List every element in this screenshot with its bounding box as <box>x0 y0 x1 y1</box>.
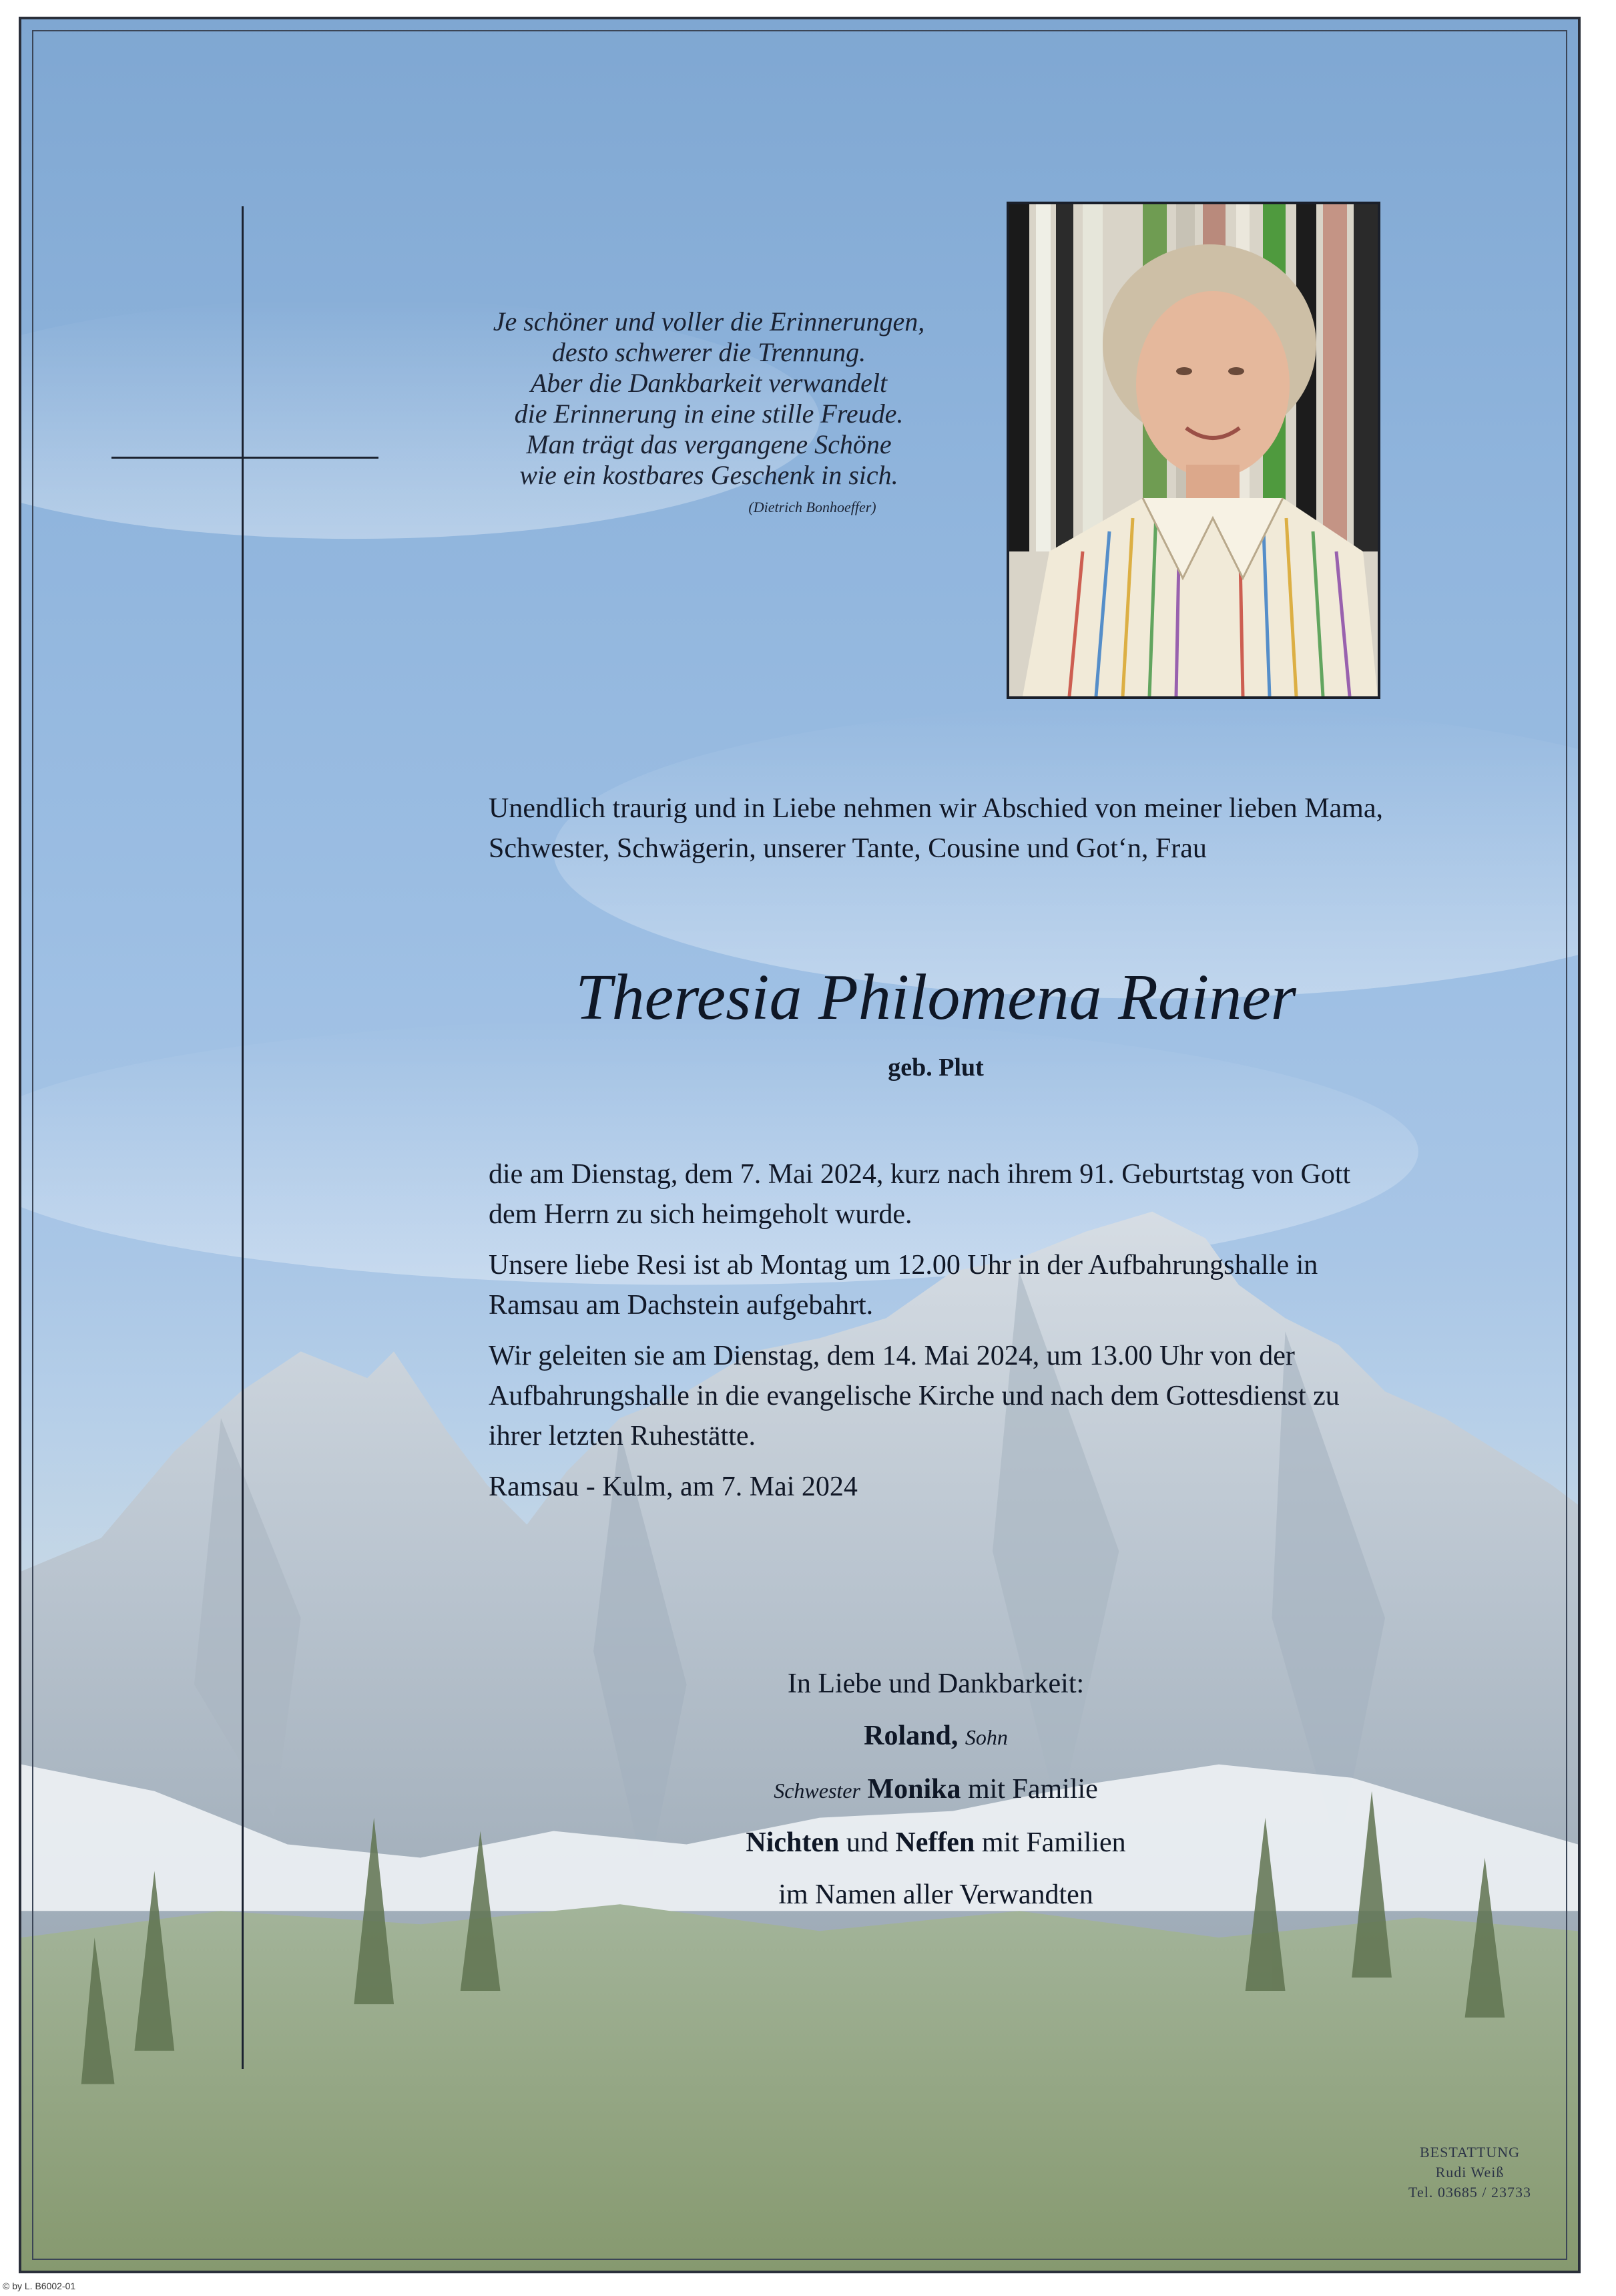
and-word: und <box>846 1827 888 1858</box>
obituary-sheet <box>19 17 1581 2273</box>
sister-role: Schwester <box>774 1779 860 1803</box>
nieces-suffix: mit Familien <box>981 1827 1126 1858</box>
paragraph-funeral: Wir geleiten sie am Dienstag, dem 14. Mai 2024, um 13.00 Uhr von der Aufbahrungshalle in die evangelische Kirche und nach dem Gottesdienst zu ihrer letzten Ruhestätte. <box>489 1341 1340 1451</box>
signoff-nieces-nephews <box>622 1817 1250 1869</box>
signoff-sister <box>622 1763 1250 1817</box>
family-signoff <box>622 1658 1250 1921</box>
memorial-quote <box>382 306 1036 519</box>
sister-name: Monika <box>867 1774 961 1805</box>
footer-code: © by L. B6002-01 <box>3 2281 76 2291</box>
signoff-heading: In Liebe und Dankbarkeit: <box>787 1668 1085 1699</box>
undertaker-imprint <box>1370 2142 1570 2203</box>
undertaker-line: Rudi Weiß <box>1435 2164 1505 2180</box>
quote-line: wie ein kostbares Geschenk in sich. <box>519 460 898 490</box>
quote-author: (Dietrich Bonhoeffer) <box>748 499 876 515</box>
paragraph-viewing: Unsere liebe Resi ist ab Montag um 12.00 Uhr in der Aufbahrungshalle in Ramsau am Dachstein aufgebahrt. <box>489 1250 1318 1321</box>
portrait-illustration <box>1009 204 1378 696</box>
quote-line: desto schwerer die Trennung. <box>551 337 866 367</box>
nephews-label: Neffen <box>895 1827 975 1858</box>
maiden-name: geb. Plut <box>888 1054 984 1082</box>
signoff-closing: im Namen aller Verwandten <box>778 1879 1093 1910</box>
portrait-photo <box>1007 202 1380 699</box>
quote-line: die Erinnerung in eine stille Freude. <box>514 399 904 429</box>
son-name: Roland, <box>864 1720 959 1751</box>
undertaker-line: BESTATTUNG <box>1419 2144 1520 2160</box>
paragraph-death-date: die am Dienstag, dem 7. Mai 2024, kurz nach ihrem 91. Geburtstag von Gott dem Herrn zu sich heimgeholt wurde. <box>489 1159 1351 1230</box>
son-role: Sohn <box>965 1725 1008 1749</box>
quote-line: Aber die Dankbarkeit verwandelt <box>530 368 888 398</box>
quote-line: Man trägt das vergangene Schöne <box>526 429 892 459</box>
sister-suffix: mit Familie <box>967 1774 1098 1805</box>
cross-horizontal-bar <box>111 457 378 459</box>
undertaker-phone: Tel. 03685 / 23733 <box>1408 2184 1531 2201</box>
place-and-date: Ramsau - Kulm, am 7. Mai 2024 <box>489 1471 858 1502</box>
cross-vertical-bar <box>242 206 244 2069</box>
announcement-body <box>489 1154 1383 1518</box>
deceased-name: Theresia Philomena Rainer <box>575 961 1296 1034</box>
signoff-son <box>622 1710 1250 1763</box>
nieces-label: Nichten <box>746 1827 840 1858</box>
quote-line: Je schöner und voller die Erinnerungen, <box>493 306 925 336</box>
intro-text: Unendlich traurig und in Liebe nehmen wir Abschied von meiner lieben Mama, Schwester, Schwägerin, unserer Tante, Cousine und Got‘n, Frau <box>489 793 1383 864</box>
